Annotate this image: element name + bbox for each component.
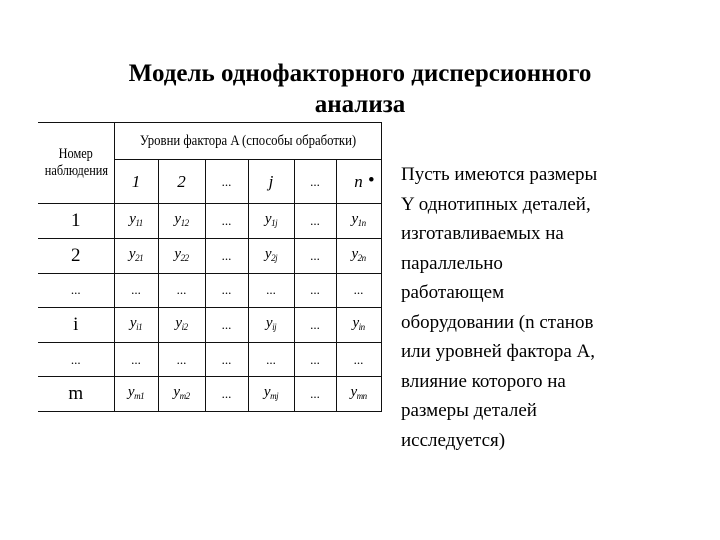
table-cell: $y_{1j}$ [248, 204, 294, 239]
row-label-cell: 2 [38, 239, 114, 274]
table-cell: ... [294, 273, 336, 308]
table-cell: ... [336, 273, 381, 308]
bullet-line: параллельно [401, 252, 503, 274]
bullet-paragraph [401, 160, 701, 455]
bullet-line: влияние которого на [401, 370, 566, 392]
table-cell: ... [294, 342, 336, 377]
table-cell: $y_{m2}$ [158, 377, 205, 412]
header-left-line-2: наблюдения [44, 163, 109, 180]
header-left-line-1: Номер [58, 146, 93, 163]
table-cell: ... [205, 204, 248, 239]
observation-matrix-table [38, 122, 382, 412]
table-row [38, 204, 381, 239]
table-cell: ... [205, 308, 248, 343]
table-cell: ... [294, 308, 336, 343]
table-row [38, 308, 381, 343]
level-header-cell: ... [294, 159, 336, 204]
table-cell: $y_{m1}$ [114, 377, 158, 412]
table-cell: $y_{i1}$ [114, 308, 158, 343]
table-cell: $y_{2j}$ [248, 239, 294, 274]
bullet-line: или уровней фактора А, [401, 341, 595, 362]
table-cell: $y_{12}$ [158, 204, 205, 239]
table-cell: ... [205, 342, 248, 377]
row-label-cell: ... [38, 273, 114, 308]
table-cell: $y_{21}$ [114, 239, 158, 274]
slide-title-line-1: Модель однофакторного дисперсионного [128, 60, 592, 87]
table-cell: ... [248, 273, 294, 308]
table-cell: ... [294, 204, 336, 239]
bullet-line: исследуется) [401, 429, 506, 451]
table-cell: ... [205, 239, 248, 274]
bullet-marker: • [368, 170, 375, 191]
table-cell: $y_{mj}$ [248, 377, 294, 412]
slide-title-line-2: анализа [314, 91, 406, 118]
table-cell: ... [294, 239, 336, 274]
table-cell: ... [158, 342, 205, 377]
table-cell: $y_{1n}$ [336, 204, 381, 239]
header-observation-number [38, 123, 114, 204]
table-row [38, 377, 381, 412]
bullet-line: Пусть имеются размеры [401, 164, 598, 185]
table-row [38, 239, 381, 274]
bullet-line: работающем [401, 282, 505, 303]
table-cell: ... [114, 273, 158, 308]
table-cell: $y_{22}$ [158, 239, 205, 274]
bullet-line: изготавливаемых на [401, 223, 564, 244]
table-cell: $y_{in}$ [336, 308, 381, 343]
table-cell: ... [205, 273, 248, 308]
bullet-line: размеры деталей [401, 400, 537, 421]
bullet-line: Y однотипных деталей, [401, 193, 591, 215]
level-header-cell: ... [205, 159, 248, 204]
row-label-cell: i [38, 308, 114, 343]
row-label-cell: 1 [38, 204, 114, 239]
table-cell: $y_{2n}$ [336, 239, 381, 274]
table-cell: $y_{mn}$ [336, 377, 381, 412]
header-factor-levels-label: Уровни фактора A (способы обработки) [139, 132, 356, 149]
table-cell: ... [294, 377, 336, 412]
table-cell: $y_{11}$ [114, 204, 158, 239]
table-row [38, 273, 381, 308]
row-label-cell: ... [38, 342, 114, 377]
table-cell: ... [248, 342, 294, 377]
table-cell: ... [336, 342, 381, 377]
table-cell: ... [205, 377, 248, 412]
level-header-cell: 2 [158, 159, 205, 204]
table-cell: $y_{ij}$ [248, 308, 294, 343]
level-header-cell: j [248, 159, 294, 204]
table-row [38, 342, 381, 377]
slide-title [60, 58, 660, 120]
level-header-cell: 1 [114, 159, 158, 204]
table-cell: ... [158, 273, 205, 308]
table-cell: ... [114, 342, 158, 377]
level-header-cell: n [336, 159, 381, 204]
table-cell: $y_{i2}$ [158, 308, 205, 343]
header-factor-levels [114, 123, 381, 160]
bullet-line: оборудовании (n станов [401, 311, 594, 333]
row-label-cell: m [38, 377, 114, 412]
